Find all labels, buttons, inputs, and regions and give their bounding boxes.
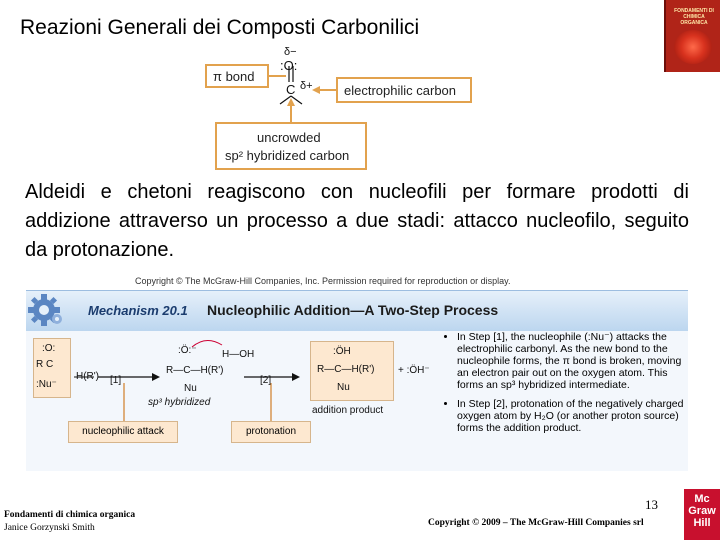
step-2-label: [2] — [260, 375, 272, 386]
carbonyl-carbon: C — [286, 82, 296, 97]
water-label: H—OH — [222, 349, 255, 360]
addition-product-label: addition product — [312, 405, 384, 416]
uncrowded-carbon-box — [215, 122, 367, 170]
mechanism-number: Mechanism 20.1 — [88, 303, 188, 318]
product-structure: R—C—H(R') — [317, 364, 375, 375]
delta-minus-label: δ− — [284, 46, 297, 58]
hydroxide-label: + :ÖH⁻ — [398, 365, 430, 376]
reactant-h: H(R') — [76, 371, 100, 382]
mechanism-title: Nucleophilic Addition—A Two-Step Process — [207, 302, 499, 318]
intermediate-structure: R—C—H(R') — [166, 365, 224, 376]
footer-book-title: Fondamenti di chimica organica — [4, 510, 136, 520]
step-1-label: [1] — [110, 375, 122, 386]
book-cover-title: FONDAMENTI DI CHIMICA ORGANICA — [674, 8, 714, 26]
footer-copyright: Copyright © 2009 – The McGraw-Hill Companies srl — [428, 518, 644, 528]
product-oxygen: :ÖH — [333, 346, 351, 357]
book-cover-image — [674, 30, 712, 64]
slide-body-text: Aldeidi e chetoni reagiscono con nucleofili per formare prodotti di addizione attraverso un processo a due stadi: attacco nucleofilo, seguito da protonazione. — [25, 181, 689, 261]
carbonyl-oxygen: :O: — [280, 58, 298, 73]
book-cover-thumbnail — [664, 0, 720, 72]
mechanism-note-step1: • In Step [1], the nucleophile (:Nu⁻) attacks the electrophilic carbonyl. As the new bond to the nucleophile forms, the π bond is broken, moving an electron pair out on the oxygen atom. This forms an sp³ hybridized intermediate. — [457, 331, 685, 391]
mechanism-note-step2: • In Step [2], protonation of the negatively charged oxygen atom by H₂O (or another proton source) forms the addition product. — [457, 398, 685, 434]
delta-plus-label: δ+ — [300, 80, 313, 92]
page-number: 13 — [645, 497, 658, 512]
reactant-carbon: C — [46, 359, 54, 370]
electrophilic-carbon-box — [336, 77, 472, 103]
gear-icon — [26, 292, 66, 328]
reactant-box — [33, 338, 71, 398]
sp2-hybridized-label: sp² hybridized carbon — [225, 148, 350, 163]
electrophilic-carbon-label: electrophilic carbon — [344, 83, 457, 98]
intermediate-nu: Nu — [184, 383, 197, 394]
reactant-r: R — [36, 359, 44, 370]
footer-author: Janice Gorzynski Smith — [4, 523, 95, 533]
mcgraw-hill-logo: Mc Graw Hill — [684, 489, 720, 540]
protonation-box: protonation — [231, 421, 311, 443]
nucleophile-label: :Nu⁻ — [36, 379, 57, 390]
pi-bond-label: π bond — [213, 69, 255, 84]
product-nu: Nu — [337, 382, 350, 393]
mechanism-copyright: Copyright © The McGraw-Hill Companies, Inc. Permission required for reproduction or display. — [135, 276, 511, 286]
product-box — [310, 341, 394, 401]
footer-book-info — [4, 509, 135, 535]
slide-title: Reazioni Generali dei Composti Carbonilici — [20, 16, 420, 39]
uncrowded-label: uncrowded — [257, 130, 321, 145]
mechanism-notes — [445, 331, 685, 441]
intermediate-oxygen: :Ö:⁻ — [178, 345, 197, 356]
sp3-hybridized-label: sp³ hybridized — [148, 397, 211, 408]
pi-bond-box — [205, 64, 269, 88]
carbonyl-figure — [200, 44, 480, 172]
nucleophilic-attack-box: nucleophilic attack — [68, 421, 178, 443]
reactant-oxygen: :O: — [42, 343, 56, 354]
